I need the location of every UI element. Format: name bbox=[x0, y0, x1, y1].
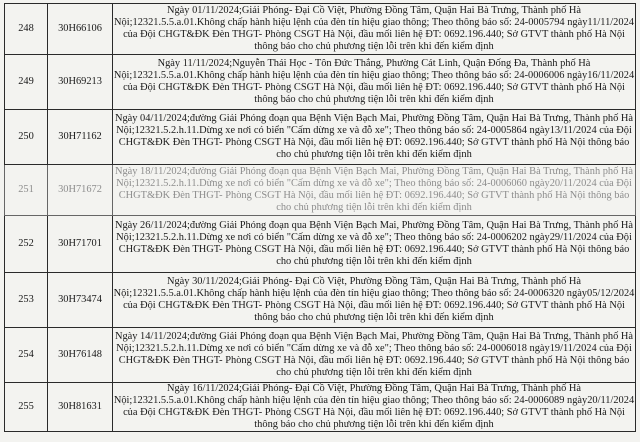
license-plate: 30H69213 bbox=[48, 55, 113, 110]
violation-description: Ngày 14/11/2024;đường Giải Phóng đoạn qua Bệnh Viện Bạch Mai, Phường Đồng Tâm, Quận Hai Bà Trưng, Thành phố Hà Nội;12321.5.2.h.11.Dừng xe nơi có biển "Cấm dừng xe và đỗ xe"; Theo thông báo số: 24-0006018 ngày19/11/2024 của Đội CHGT&ĐK Đèn THGT- Phòng CSGT Hà Nội, đầu mối liên hệ ĐT: 0692.196.440; Sở GTVT thành phố Hà Nội thông báo cho chủ phương tiện lỗi trên khi đến kiểm định bbox=[113, 328, 636, 383]
row-number: 254 bbox=[5, 328, 48, 383]
table-row bbox=[5, 216, 636, 273]
license-plate: 30H71162 bbox=[48, 110, 113, 165]
table-row bbox=[5, 55, 636, 110]
row-number: 249 bbox=[5, 55, 48, 110]
table-row bbox=[5, 4, 636, 55]
violation-description: Ngày 04/11/2024;đường Giải Phóng đoạn qua Bệnh Viện Bạch Mai, Phường Đồng Tâm, Quận Hai Bà Trưng, Thành phố Hà Nội;12321.5.2.h.11.Dừng xe nơi có biển "Cấm dừng xe và đỗ xe"; Theo thông báo số: 24-0005864 ngày13/11/2024 của Đội CHGT&ĐK Đèn THGT- Phòng CSGT Hà Nội, đầu mối liên hệ ĐT: 0692.196.440; Sở GTVT thành phố Hà Nội thông báo cho chủ phương tiện lỗi trên khi đến kiểm định bbox=[113, 110, 636, 165]
violation-description: Ngày 16/11/2024;Giải Phóng- Đại Cồ Việt, Phường Đồng Tâm, Quận Hai Bà Trưng, Thành phố Hà Nội;12321.5.5.a.01.Không chấp hành hiệu lệnh của đèn tín hiệu giao thông; Theo thông báo số: 24-0006089 ngày20/11/2024 của Đội CHGT&ĐK Đèn THGT- Phòng CSGT Hà Nội, đầu mối liên hệ ĐT: 0692.196.440; Sở GTVT thành phố Hà Nội thông báo cho chủ phương tiện lỗi trên khi đến kiểm định bbox=[113, 383, 635, 430]
license-plate: 30H76148 bbox=[48, 328, 113, 383]
violation-description: Ngày 26/11/2024;đường Giải Phóng đoạn qua Bệnh Viện Bạch Mai, Phường Đồng Tâm, Quận Hai Bà Trưng, Thành phố Hà Nội;12321.5.2.h.11.Dừng xe nơi có biển "Cấm dừng xe và đỗ xe"; Theo thông báo số: 24-0006202 ngày29/11/2024 của Đội CHGT&ĐK Đèn THGT- Phòng CSGT Hà Nội, đầu mối liên hệ ĐT: 0692.196.440; Sở GTVT thành phố Hà Nội thông báo cho chủ phương tiện lỗi trên khi đến kiểm định bbox=[113, 216, 636, 273]
table-row bbox=[5, 165, 636, 216]
license-plate: 30H71672 bbox=[48, 165, 113, 216]
row-number: 255 bbox=[5, 383, 48, 432]
table-row bbox=[5, 273, 636, 328]
violation-description: Ngày 11/11/2024;Nguyễn Thái Học - Tôn Đức Thắng, Phường Cát Linh, Quận Đống Đa, Thành phố Hà Nội;12321.5.5.a.01.Không chấp hành hiệu lệnh của đèn tín hiệu giao thông; Theo thông báo số: 24-0006006 ngày16/11/2024 của Đội CHGT&ĐK Đèn THGT- Phòng CSGT Hà Nội, đầu mối liên hệ ĐT: 0692.196.440; Sở GTVT thành phố Hà Nội thông báo cho chủ phương tiện lỗi trên khi đến kiểm định bbox=[113, 55, 636, 110]
license-plate: 30H66106 bbox=[48, 4, 113, 55]
table-row bbox=[5, 383, 636, 432]
violation-description: Ngày 30/11/2024;Giải Phóng- Đại Cồ Việt, Phường Đồng Tâm, Quận Hai Bà Trưng, Thành phố Hà Nội;12321.5.5.a.01.Không chấp hành hiệu lệnh của đèn tín hiệu giao thông; Theo thông báo số: 24-0006320 ngày05/12/2024 của Đội CHGT&ĐK Đèn THGT- Phòng CSGT Hà Nội, đầu mối liên hệ ĐT: 0692.196.440; Sở GTVT thành phố Hà Nội thông báo cho chủ phương tiện lỗi trên khi đến kiểm định bbox=[113, 273, 636, 328]
license-plate: 30H73474 bbox=[48, 273, 113, 328]
table-row bbox=[5, 328, 636, 383]
row-number: 251 bbox=[5, 165, 48, 216]
row-number: 252 bbox=[5, 216, 48, 273]
license-plate: 30H81631 bbox=[48, 383, 113, 432]
license-plate: 30H71701 bbox=[48, 216, 113, 273]
violation-description: Ngày 01/11/2024;Giải Phóng- Đại Cồ Việt, Phường Đồng Tâm, Quận Hai Bà Trưng, Thành phố Hà Nội;12321.5.5.a.01.Không chấp hành hiệu lệnh của đèn tín hiệu giao thông; Theo thông báo số: 24-0005794 ngày11/11/2024 của Đội CHGT&ĐK Đèn THGT- Phòng CSGT Hà Nội, đầu mối liên hệ ĐT: 0692.196.440; Sở GTVT thành phố Hà Nội thông báo cho chủ phương tiện lỗi trên khi đến kiểm định bbox=[113, 4, 636, 55]
row-number: 253 bbox=[5, 273, 48, 328]
violation-description: Ngày 18/11/2024;đường Giải Phóng đoạn qua Bệnh Viện Bạch Mai, Phường Đồng Tâm, Quận Hai Bà Trưng, Thành phố Hà Nội;12321.5.2.h.11.Dừng xe nơi có biển "Cấm dừng xe và đỗ xe"; Theo thông báo số: 24-0006060 ngày20/11/2024 của Đội CHGT&ĐK Đèn THGT- Phòng CSGT Hà Nội, đầu mối liên hệ ĐT: 0692.196.440; Sở GTVT thành phố Hà Nội thông báo cho chủ phương tiện lỗi trên khi đến kiểm định bbox=[113, 165, 636, 216]
violations-table bbox=[4, 3, 636, 432]
row-number: 250 bbox=[5, 110, 48, 165]
table-row bbox=[5, 110, 636, 165]
row-number: 248 bbox=[5, 4, 48, 55]
